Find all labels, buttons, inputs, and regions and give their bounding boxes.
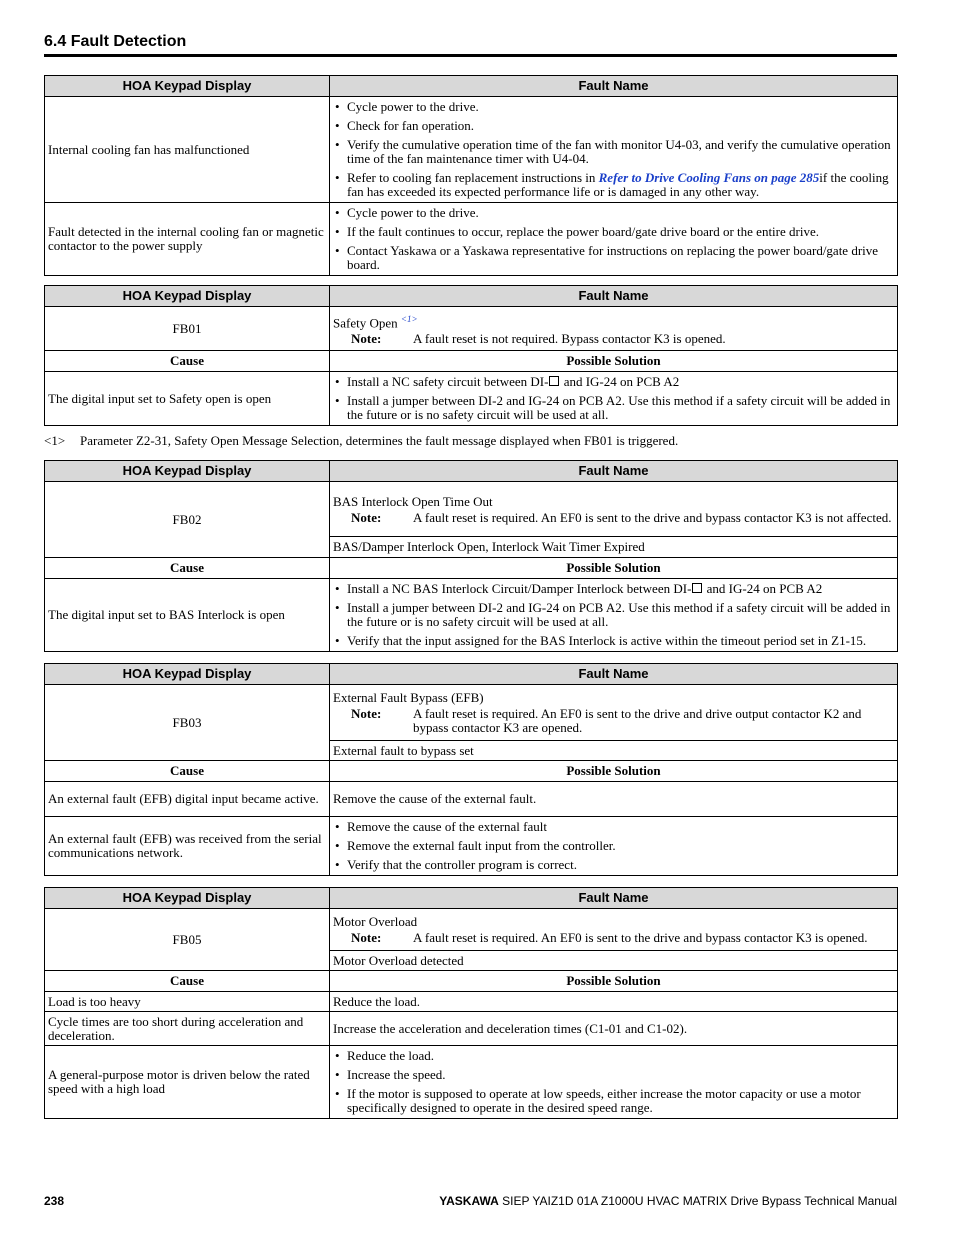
list-item: • Check for fan operation. xyxy=(333,119,894,133)
page-footer xyxy=(439,1194,897,1208)
column-header-display: HOA Keypad Display xyxy=(45,888,330,909)
column-header-solution: Possible Solution xyxy=(330,761,898,782)
list-item: • Remove the external fault input from the controller. xyxy=(333,839,894,853)
solution-text: and IG-24 on PCB A2 xyxy=(560,374,680,389)
column-header-fault-name: Fault Name xyxy=(330,286,898,307)
cause-cell: An external fault (EFB) digital input became active. xyxy=(45,782,330,817)
note xyxy=(333,509,894,528)
section-rule xyxy=(44,54,897,57)
input-number-box-icon xyxy=(549,376,559,386)
cause-cell: Cycle times are too short during acceleration and deceleration. xyxy=(45,1012,330,1046)
table-row xyxy=(45,909,898,951)
fault-name: BAS Interlock Open Time Out xyxy=(333,493,493,509)
table-row xyxy=(45,1046,898,1119)
column-header-solution: Possible Solution xyxy=(330,558,898,579)
list-item: • Increase the speed. xyxy=(333,1068,894,1082)
table-row xyxy=(45,685,898,741)
note-text: A fault reset is required. An EF0 is sent to the drive and bypass contactor K3 is not affected. xyxy=(413,509,892,525)
fault-code: FB01 xyxy=(45,307,330,351)
brand-name: YASKAWA xyxy=(439,1194,499,1208)
list-item xyxy=(333,375,894,389)
solution-cell xyxy=(330,372,898,426)
solution-text: Install a NC safety circuit between DI- xyxy=(347,374,549,389)
solution-cell: Remove the cause of the external fault. xyxy=(330,782,898,817)
table-row xyxy=(45,97,898,203)
note-text: A fault reset is not required. Bypass contactor K3 is opened. xyxy=(413,331,726,347)
display-cell: Fault detected in the internal cooling fan or magnetic contactor to the power supply xyxy=(45,203,330,276)
column-header-cause: Cause xyxy=(45,351,330,372)
list-item: • Cycle power to the drive. xyxy=(333,206,894,220)
column-header-fault-name: Fault Name xyxy=(330,888,898,909)
table-row xyxy=(45,782,898,817)
table-row xyxy=(45,579,898,652)
cause-cell: An external fault (EFB) was received from the serial communications network. xyxy=(45,817,330,876)
page-number: 238 xyxy=(44,1194,65,1208)
fault-detail: External fault to bypass set xyxy=(330,741,898,761)
note xyxy=(333,705,894,738)
column-header-fault-name: Fault Name xyxy=(330,76,898,97)
list-item: • Verify that the controller program is correct. xyxy=(333,858,894,872)
manual-title: SIEP YAIZ1D 01A Z1000U HVAC MATRIX Drive Bypass Technical Manual xyxy=(502,1194,897,1208)
fault-name: Safety Open xyxy=(333,315,398,331)
fault-name: Motor Overload xyxy=(333,914,418,929)
list-item: • If the fault continues to occur, replace the power board/gate drive board or the entire drive. xyxy=(333,225,894,239)
ref-text-pre: Refer to cooling fan replacement instructions in xyxy=(347,170,599,185)
table-row xyxy=(45,307,898,351)
column-header-solution: Possible Solution xyxy=(330,351,898,372)
column-header-display: HOA Keypad Display xyxy=(45,286,330,307)
list-item: • Reduce the load. xyxy=(333,1049,894,1063)
fault-name-cell xyxy=(330,482,898,537)
note xyxy=(333,330,894,349)
column-header-cause: Cause xyxy=(45,558,330,579)
solution-cell xyxy=(330,1046,898,1119)
table-row xyxy=(45,817,898,876)
fault-name-cell xyxy=(330,203,898,276)
list-item: • Contact Yaskawa or a Yaskawa representative for instructions on replacing the power board/gate drive board. xyxy=(333,244,894,272)
cause-cell: The digital input set to Safety open is open xyxy=(45,372,330,426)
fan-fault-table xyxy=(44,75,898,276)
fault-detail: BAS/Damper Interlock Open, Interlock Wait Timer Expired xyxy=(330,537,898,558)
fault-name: External Fault Bypass (EFB) xyxy=(333,690,484,705)
footnote xyxy=(44,433,678,449)
cause-cell: The digital input set to BAS Interlock is open xyxy=(45,579,330,652)
solution-cell: Reduce the load. xyxy=(330,992,898,1012)
note-label: Note: xyxy=(351,331,382,347)
list-item: • Verify that the input assigned for the BAS Interlock is active within the timeout period set in Z1-15. xyxy=(333,634,894,648)
cooling-fan-page-link[interactable]: Refer to Drive Cooling Fans on page 285 xyxy=(598,170,820,185)
fb01-fault-table xyxy=(44,285,898,426)
fault-code: FB02 xyxy=(45,482,330,558)
section-title: 6.4 Fault Detection xyxy=(44,33,187,50)
fb03-fault-table xyxy=(44,663,898,876)
table-row xyxy=(45,482,898,537)
note-text: A fault reset is required. An EF0 is sent to the drive and drive output contactor K2 and bypass contactor K3 are opened. xyxy=(413,706,862,735)
footnote-ref-link[interactable]: <1> xyxy=(400,313,418,324)
fb02-fault-table xyxy=(44,460,898,652)
solution-cell xyxy=(330,579,898,652)
fault-code: FB05 xyxy=(45,909,330,971)
note xyxy=(333,929,894,948)
ref-text-post: if the cooling fan has exceeded its expected performance life or is damaged in any other way. xyxy=(347,170,889,199)
table-row xyxy=(45,372,898,426)
column-header-display: HOA Keypad Display xyxy=(45,461,330,482)
note-label: Note: xyxy=(351,509,382,525)
column-header-display: HOA Keypad Display xyxy=(45,664,330,685)
column-header-cause: Cause xyxy=(45,971,330,992)
list-item: • If the motor is supposed to operate at low speeds, either increase the motor capacity or use a motor specifically designed to operate in the desired speed range. xyxy=(333,1087,894,1115)
fault-detail: Motor Overload detected xyxy=(330,951,898,971)
input-number-box-icon xyxy=(692,583,702,593)
cause-cell: Load is too heavy xyxy=(45,992,330,1012)
solution-cell xyxy=(330,817,898,876)
footnote-label: <1> xyxy=(44,433,66,448)
solution-text: and IG-24 on PCB A2 xyxy=(703,581,823,596)
list-item xyxy=(333,582,894,596)
list-item: • Cycle power to the drive. xyxy=(333,100,894,114)
display-cell: Internal cooling fan has malfunctioned xyxy=(45,97,330,203)
fault-name-cell xyxy=(330,685,898,741)
column-header-fault-name: Fault Name xyxy=(330,664,898,685)
list-item: • Remove the cause of the external fault xyxy=(333,820,894,834)
solution-text: Install a NC BAS Interlock Circuit/Damper Interlock between DI- xyxy=(347,581,692,596)
list-item: • Install a jumper between DI-2 and IG-24 on PCB A2. Use this method if a safety circuit will be added in the future or is no safety circuit will be used at all. xyxy=(333,601,894,629)
table-row xyxy=(45,992,898,1012)
fault-name-cell xyxy=(330,307,898,351)
list-item xyxy=(333,171,894,199)
list-item: • Verify the cumulative operation time of the fan with monitor U4-03, and verify the cumulative operation time of the fan maintenance timer with U4-04. xyxy=(333,138,894,166)
column-header-solution: Possible Solution xyxy=(330,971,898,992)
note-label: Note: xyxy=(351,930,382,945)
note-label: Note: xyxy=(351,706,382,721)
table-row xyxy=(45,203,898,276)
list-item: • Install a jumper between DI-2 and IG-24 on PCB A2. Use this method if a safety circuit will be added in the future or is no safety circuit will be used at all. xyxy=(333,394,894,422)
fault-code: FB03 xyxy=(45,685,330,761)
solution-cell: Increase the acceleration and deceleration times (C1-01 and C1-02). xyxy=(330,1012,898,1046)
fault-name-cell xyxy=(330,909,898,951)
table-row xyxy=(45,1012,898,1046)
column-header-cause: Cause xyxy=(45,761,330,782)
note-text: A fault reset is required. An EF0 is sent to the drive and bypass contactor K3 is opened. xyxy=(413,930,868,945)
footnote-text: Parameter Z2-31, Safety Open Message Selection, determines the fault message displayed when FB01 is triggered. xyxy=(80,433,679,448)
cause-cell: A general-purpose motor is driven below the rated speed with a high load xyxy=(45,1046,330,1119)
column-header-display: HOA Keypad Display xyxy=(45,76,330,97)
fault-name-cell xyxy=(330,97,898,203)
column-header-fault-name: Fault Name xyxy=(330,461,898,482)
fb05-fault-table xyxy=(44,887,898,1119)
